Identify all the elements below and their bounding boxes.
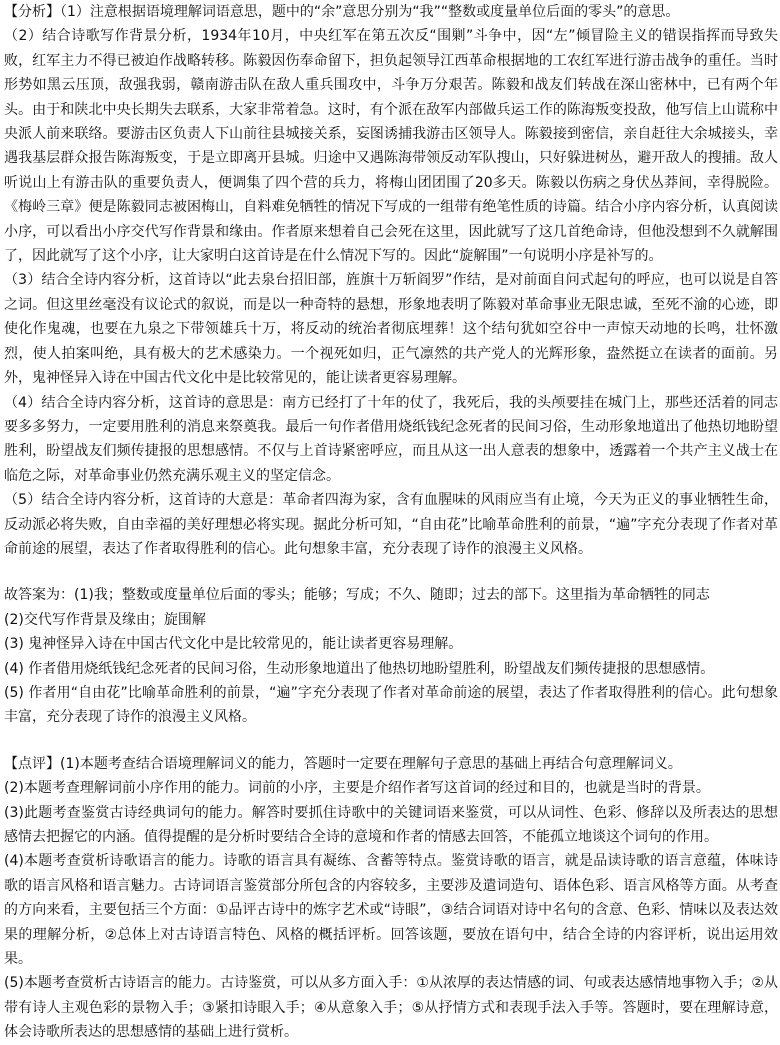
comment-line-5: (5)本题考查赏析古诗语言的能力。古诗鉴赏，可以从多方面入手：①从浓厚的表达情感的词、句或表达感情地事物入手；②从带有诗人主观色彩的景物入手；③紧扣诗眼入手；④从意象入手；⑤从抒情方式和表现手法入手等。答题时，要在理解诗意，体会诗歌所表达的思想感情的基础上进行赏析。: [4, 975, 778, 1041]
comment-line-3: (3)此题考查鉴赏古诗经典词句的能力。解答时要抓住诗歌中的关键词语来鉴赏，可以从词性、色彩、修辞以及所表达的思想感情去把握它的内涵。值得提醒的是分析时要结合全诗的意境和作者的情感去回答，不能孤立地谈这个词句的作用。: [4, 804, 778, 845]
analysis-paragraph-5: （5）结合全诗内容分析，这首诗的大意是：革命者四海为家，含有血腥味的风雨应当有止境，今天为正义的事业牺牲生命，反动派必将失败，自由幸福的美好理想必将实现。据此分析可知，“自由花”比喻革命胜利的前景，“遍”字充分表现了作者对革命前途的展望，表达了作者取得胜利的信心。此句想象丰富，充分表现了诗作的浪漫主义风格。: [4, 492, 778, 557]
comment-line-2: (2)本题考查理解词前小序作用的能力。词前的小序，主要是介绍作者写这首词的经过和目的，也就是当时的背景。: [4, 780, 710, 797]
answer-section: [4, 583, 778, 729]
answer-line-1: 故答案为：(1)我；整数或度量单位后面的零头；能够；写成；不久、随即；过去的部下。这里指为革命牺牲的同志: [4, 587, 710, 604]
answer-line-5: (5) 作者用“自由花”比喻革命胜利的前景，“遍”字充分表现了作者对革命前途的展望，表达了作者取得胜利的信心。此句想象丰富，充分表现了诗作的浪漫主义风格。: [4, 684, 778, 726]
answer-line-3: (3) 鬼神怪异入诗在中国古代文化中是比较常见的，能让读者更容易理解。: [4, 636, 463, 653]
comment-line-1: 【点评】(1)本题考查结合语境理解词义的能力，答题时一定要在理解句子意思的基础上再结合句意理解词义。: [4, 755, 682, 772]
analysis-paragraph-2: （2）结合诗歌写作背景分析，1934年10月，中央红军在第五次反“围剿”斗争中，因“左”倾冒险主义的错误指挥而导致失败，红军主力不得已被迫作战略转移。陈毅因伤奉命留下，担负起领导江西革命根据地的工农红军进行游击战争的重任。当时形势如黑云压顶，敌强我弱，赣南游击队在敌人重兵围攻中，斗争万分艰苦。陈毅和战友们转战在深山密林中，已有两个年头。由于和陕北中央长期失去联系，大家非常着急。这时，有个派在敌军内部做兵运工作的陈海叛变投敌，他写信上山谎称中央派人前来联络。要游击区负责人下山前往县城接关系，妄图诱捕我游击区领导人。陈毅接到密信，亲自赶往大余城接头，幸遇我基层群众报告陈海叛变，于是立即离开县城。归途中又遇陈海带领反动军队搜山，只好躲进树丛，避开敌人的搜捕。敌人听说山上有游击队的重要负责人，便调集了四个营的兵力，将梅山团团围了20多天。陈毅以伤病之身伏丛莽间，幸得脱险。《梅岭三章》便是陈毅同志被困梅山，自料难免牺牲的情况下写成的一组带有绝笔性质的诗篇。结合小序内容分析，认真阅读小序，可以看出小序交代写作背景和缘由。作者原来想着自己会死在这里，因此就写了这几首绝命诗，但他没想到不久就解围了，因此就写了这个小序，让大家明白这首诗是在什么情况下写的。因此“旋解围”一句说明小序是补写的。: [4, 28, 778, 265]
comment-line-4: (4)本题考查赏析诗歌语言的能力。诗歌的语言具有凝练、含蓄等特点。鉴赏诗歌的语言，就是品读诗歌的语言意蕴，体味诗歌的语言风格和语言魅力。古诗词语言鉴赏部分所包含的内容较多，主要涉及遣词造句、语体色彩、语言风格等方面。从考查的方向来看，主要包括三个方面：①品评古诗中的炼字艺术或“诗眼”，③结合词语对诗中名句的含意、色彩、情味以及表达效果的理解分析，②总体上对古诗语言特色、风格的概括评析。回答该题，要放在语句中，结合全诗的内容评析，说出运用效果。: [4, 853, 778, 968]
analysis-section: [4, 0, 778, 561]
answer-line-4: (4) 作者借用烧纸钱纪念死者的民间习俗，生动形象地道出了他热切地盼望胜利，盼望战友们频传捷报的思想感情。: [4, 660, 715, 677]
section-spacer: [4, 730, 778, 752]
analysis-paragraph-1: 【分析】（1）注意根据语境理解词语意思，题中的“余”意思分别为“我”“整数或度量单位后面的零头”的意思。: [4, 4, 680, 20]
answer-line-2: (2)交代写作背景及缘由；旋围解: [4, 611, 206, 628]
analysis-paragraph-4: （4）结合全诗内容分析，这首诗的意思是：南方已经打了十年的仗了，我死后，我的头颅要挂在城门上，那些还活着的同志要多多努力，一定要用胜利的消息来祭奠我。最后一句作者借用烧纸钱纪念死者的民间习俗，生动形象地道出了他热切地盼望胜利，盼望战友们频传捷报的思想感情。不仅与上首诗紧密呼应，而且从这一出人意表的想象中，透露着一个共产主义战士在临危之际，对革命事业仍然充满乐观主义的坚定信念。: [4, 394, 778, 484]
analysis-paragraph-3: （3）结合全诗内容分析，这首诗以“此去泉台招旧部，旌旗十万斩阎罗”作结，是对前面自问式起句的呼应，也可以说是自答之词。但这里丝毫没有议论式的叙说，而是以一种奇特的悬想，形象地表明了陈毅对革命事业无限忠诚，至死不渝的心迹，即使化作鬼魂，也要在九泉之下带领雄兵十万，将反动的统治者彻底埋葬！这个结句犹如空谷中一声惊天动地的长鸣，壮怀激烈，使人拍案叫绝，具有极大的艺术感染力。一个视死如归，正气凛然的共产党人的光辉形象，盎然挺立在读者的面前。另外，鬼神怪异入诗在中国古代文化中是比较常见的，能让读者更容易理解。: [4, 272, 778, 387]
section-spacer: [4, 561, 778, 583]
comment-section: [4, 752, 778, 1045]
